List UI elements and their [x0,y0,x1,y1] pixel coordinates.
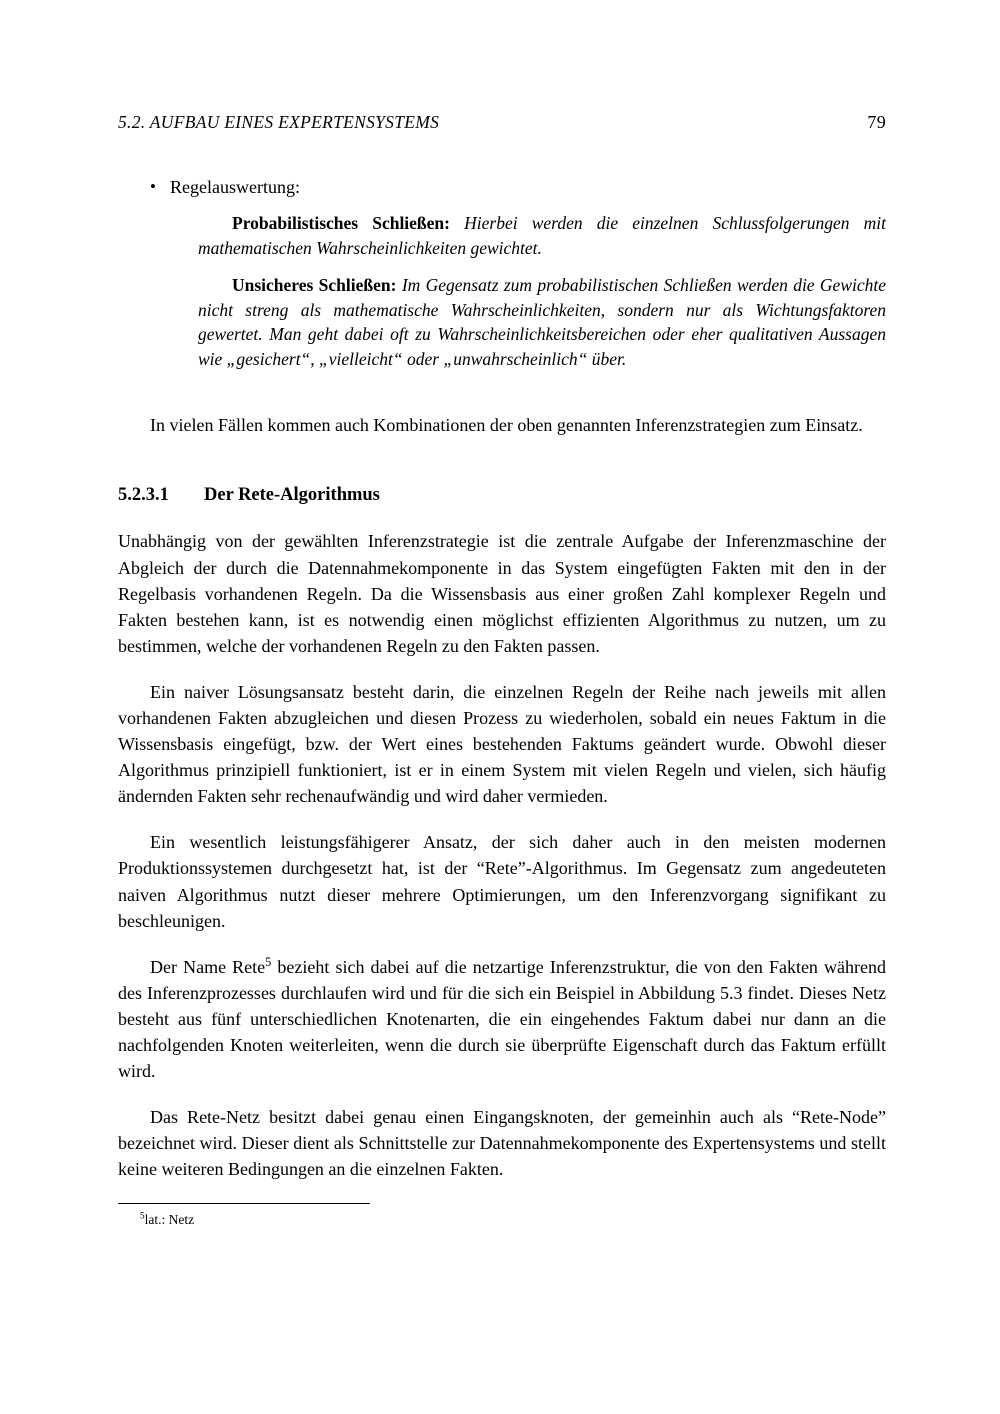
definition-term: Probabilistisches Schließen: [232,213,450,234]
section-heading [118,484,886,506]
bullet-list [146,175,886,372]
bullet-icon: • [150,176,156,196]
paragraph-intro: In vielen Fällen kommen auch Kombinationen der oben genannten Inferenzstrategien zum Einsatz. [150,415,863,436]
paragraph-3: Ein wesentlich leistungsfähigerer Ansatz, der sich daher auch in den meisten modernen Produktionssystemen durchgesetzt hat, ist der “Rete”-Algorithmus. Im Gegensatz zum angedeuteten naiven Algorithmus nutzt dieser mehrere Optimierungen, um den Inferenzvorgang signifikant zu beschleunigen. [118,832,886,931]
paragraph-4-before: Der Name Rete [150,956,266,977]
page-number: 79 [867,112,886,132]
page-content [118,112,886,1228]
footnote-marker: 5 [140,1210,145,1221]
footnote-text: lat.: Netz [144,1211,195,1227]
list-item-label: Regelauswertung: [170,177,300,197]
footnote-area [118,1197,886,1229]
spacer [118,378,886,392]
list-item [146,175,886,199]
paragraph-5: Das Rete-Netz besitzt dabei genau einen Eingangsknoten, der gemeinhin auch als “Rete-Node” bezeichnet wird. Dieser dient als Schnittstelle zur Datennahmekomponente des Expertensystems und stellt keine weiteren Bedingungen an die einzelnen Fakten. [118,1107,886,1180]
section-title: Der Rete-Algorithmus [204,485,380,506]
running-head-title: 5.2. AUFBAU EINES EXPERTENSYSTEMS [118,112,440,132]
definition-term: Unsicheres Schließen: [232,274,397,295]
running-head [118,112,886,133]
definition-text: Hierbei werden die einzelnen Schlussfolgerungen mit mathematischen Wahrscheinlichkeiten gewichtet. [198,213,886,258]
paragraph-1: Unabhängig von der gewählten Inferenzstrategie ist die zentrale Aufgabe der Inferenzmaschine der Abgleich der durch die Datennahmekomponente in das System eingefügten Fakten mit den in der Regelbasis vorhandenen Regeln. Da die Wissensbasis aus einer großen Zahl komplexer Regeln und Fakten bestehen kann, ist es notwendig einen möglichst effizienten Algorithmus zu nutzen, um zu bestimmen, welche der vorhandenen Regeln zu den Fakten passen. [118,531,886,656]
paragraph-2: Ein naiver Lösungsansatz besteht darin, die einzelnen Regeln der Reihe nach jeweils mit allen vorhandenen Fakten abzugleichen und diesen Prozess zu wiederholen, sobald ein neues Faktum in die Wissensbasis eingefügt, bzw. der Wert eines bestehenden Faktums geändert wurde. Obwohl dieser Algorithmus prinzipiell funktioniert, ist er in einem System mit vielen Regeln und vielen, sich häufig ändernden Fakten sehr rechenaufwändig und wird daher vermieden. [118,681,886,807]
definition-probabilistisches [198,211,886,261]
section-number: 5.2.3.1 [118,485,169,506]
footnote-rule [118,1203,370,1204]
paragraph-4 [118,954,886,1084]
paragraph-4-after: bezieht sich dabei auf die netzartige Inferenzstruktur, die von den Fakten während des Inferenzprozesses durchlaufen wird und für die sich ein Beispiel in Abbildung 5.3 findet. Dieses Netz besteht aus fünf unterschiedlichen Knotenarten, die ein eingehendes Faktum dabei nur dann an die nachfolgenden Knoten weiterleiten, wenn die durch sie überprüfte Eigenschaft durch das Faktum erfüllt wird. [118,956,886,1082]
footnote [118,1211,886,1229]
definition-unsicheres [198,273,886,372]
definition-text: Im Gegensatz zum probabilistischen Schließen werden die Gewichte nicht streng als mathematische Wahrscheinlichkeiten, sondern nur als Wichtungsfaktoren gewertet. Man geht dabei oft zu Wahrscheinlichkeitsbereichen oder eher qualitativen Aussagen wie „gesichert“, „vielleicht“ oder „unwahrscheinlich“ über. [198,274,886,370]
footnote-reference[interactable]: 5 [265,954,272,969]
